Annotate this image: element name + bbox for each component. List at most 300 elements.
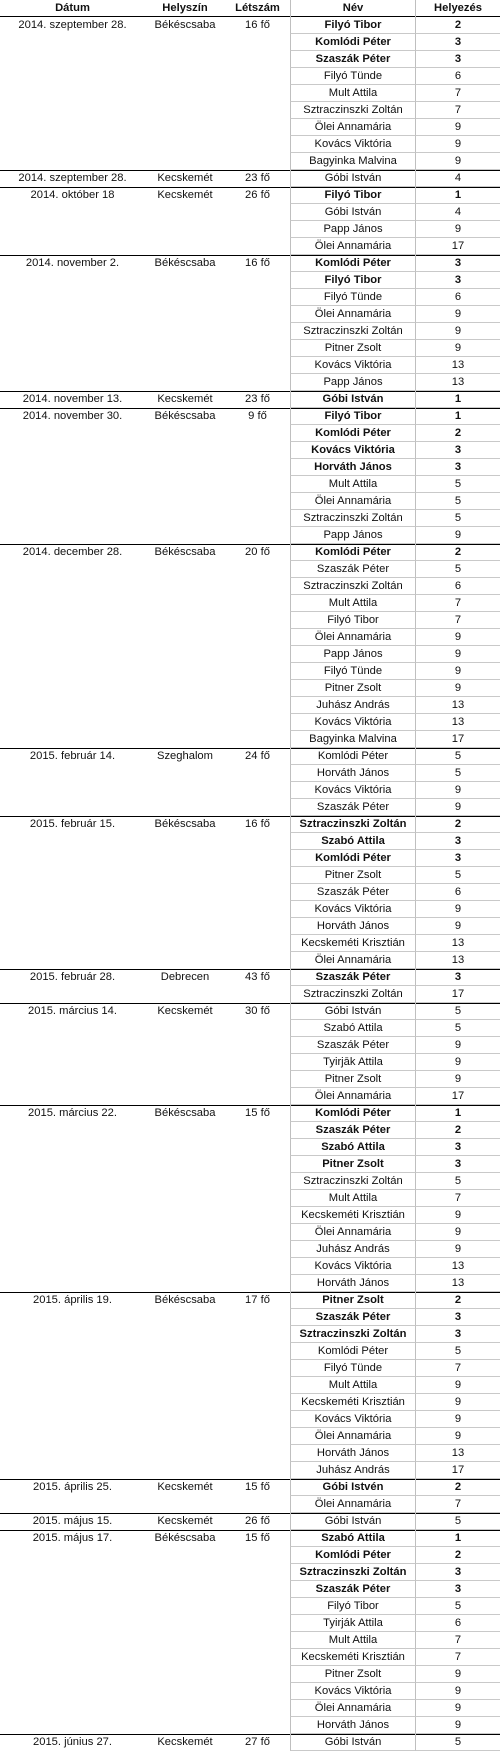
- participant-name: Filyó Tibor: [290, 1598, 415, 1615]
- table-row: [0, 306, 500, 323]
- event-date: 2015. február 15.: [29, 818, 116, 830]
- participant-rank: 6: [415, 884, 500, 901]
- event-date: 2015. április 25.: [33, 1481, 112, 1493]
- participant-name: Kovács Viktória: [290, 714, 415, 731]
- table-row: [0, 51, 500, 68]
- participant-name: Ölei Annamária: [290, 1088, 415, 1105]
- table-row: [0, 697, 500, 714]
- participant-rank: 13: [415, 697, 500, 714]
- participant-name: Komlódi Péter: [290, 1343, 415, 1360]
- table-row: [0, 833, 500, 850]
- event-date: 2015. március 14.: [28, 1005, 117, 1017]
- participant-rank: 1: [415, 1105, 500, 1122]
- table-row: [0, 425, 500, 442]
- event-count: 23 fő: [245, 172, 270, 184]
- table-row: [0, 1564, 500, 1581]
- table-row: [0, 1071, 500, 1088]
- participant-rank: 13: [415, 1445, 500, 1462]
- table-row: [0, 1224, 500, 1241]
- participant-name: Mult Attila: [290, 1377, 415, 1394]
- participant-rank: 9: [415, 1717, 500, 1734]
- table-row: [0, 1377, 500, 1394]
- participant-name: Góbi István: [290, 204, 415, 221]
- participant-rank: 3: [415, 51, 500, 68]
- participant-rank: 13: [415, 935, 500, 952]
- participant-name: Pitner Zsolt: [290, 1666, 415, 1683]
- participant-rank: 5: [415, 1173, 500, 1190]
- table-row: [0, 1156, 500, 1173]
- participant-name: Szaszák Péter: [290, 799, 415, 816]
- participant-rank: 9: [415, 527, 500, 544]
- participant-name: Szabó Attila: [290, 1530, 415, 1547]
- participant-name: Kovács Viktória: [290, 901, 415, 918]
- table-row: [0, 357, 500, 374]
- participant-name: Komlódi Péter: [290, 544, 415, 561]
- participant-rank: 1: [415, 187, 500, 204]
- participant-rank: 7: [415, 1190, 500, 1207]
- participant-name: Tyirják Attila: [290, 1615, 415, 1632]
- participant-name: Ölei Annamária: [290, 306, 415, 323]
- table-row: [0, 1581, 500, 1598]
- table-row: [0, 85, 500, 102]
- participant-name: Papp János: [290, 646, 415, 663]
- participant-name: Papp János: [290, 221, 415, 238]
- participant-name: Ölei Annamária: [290, 1496, 415, 1513]
- participant-name: Papp János: [290, 527, 415, 544]
- participant-name: Sztraczinszki Zoltán: [290, 816, 415, 833]
- participant-name: Filyó Tünde: [290, 663, 415, 680]
- participant-rank: 3: [415, 272, 500, 289]
- event-place: Kecskemét: [157, 1736, 213, 1748]
- table-row: [0, 782, 500, 799]
- table-row: [0, 119, 500, 136]
- participant-name: Sztraczinszki Zoltán: [290, 1564, 415, 1581]
- event-date: 2014. október 18: [30, 189, 115, 201]
- participant-name: Pitner Zsolt: [290, 1292, 415, 1309]
- participant-name: Szaszák Péter: [290, 561, 415, 578]
- table-row: [0, 680, 500, 697]
- participant-name: Juhász András: [290, 1241, 415, 1258]
- participant-name: Filyó Tibor: [290, 187, 415, 204]
- participant-name: Kecskeméti Krisztián: [290, 1207, 415, 1224]
- table-row: [0, 1598, 500, 1615]
- participant-rank: 5: [415, 493, 500, 510]
- participant-rank: 13: [415, 952, 500, 969]
- participant-name: Komlódi Péter: [290, 425, 415, 442]
- participant-name: Ölei Annamária: [290, 1700, 415, 1717]
- participant-rank: 7: [415, 1649, 500, 1666]
- table-row: [0, 918, 500, 935]
- participant-name: Tyirjāk Attila: [290, 1054, 415, 1071]
- participant-rank: 2: [415, 816, 500, 833]
- table-row: [0, 1343, 500, 1360]
- participant-rank: 9: [415, 680, 500, 697]
- participant-name: Góbi István: [290, 170, 415, 187]
- table-row: [0, 1428, 500, 1445]
- table-row: [0, 1122, 500, 1139]
- participant-name: Horváth János: [290, 918, 415, 935]
- event-count: 15 fő: [245, 1532, 270, 1544]
- participant-rank: 5: [415, 561, 500, 578]
- participant-name: Komlódi Péter: [290, 748, 415, 765]
- participant-rank: 9: [415, 1666, 500, 1683]
- event-date: 2015. június 27.: [33, 1736, 112, 1748]
- table-row: [0, 374, 500, 391]
- event-place: Békéscsaba: [154, 19, 216, 31]
- table-row: [0, 1003, 500, 1020]
- participant-rank: 13: [415, 1258, 500, 1275]
- event-date: 2014. december 28.: [22, 546, 123, 558]
- participant-rank: 9: [415, 663, 500, 680]
- event-place: Békéscsaba: [154, 257, 216, 269]
- table-row: [0, 1632, 500, 1649]
- participant-name: Sztraczinszki Zoltán: [290, 510, 415, 527]
- participant-rank: 9: [415, 1700, 500, 1717]
- table-row: [0, 1530, 500, 1547]
- participant-name: Szaszák Péter: [290, 1309, 415, 1326]
- event-date: 2015. február 28.: [29, 971, 116, 983]
- participant-name: Góbi Istvén: [290, 1479, 415, 1496]
- participant-rank: 9: [415, 1054, 500, 1071]
- table-row: [0, 1139, 500, 1156]
- table-row: [0, 1258, 500, 1275]
- event-place: Kecskemét: [157, 1515, 213, 1527]
- event-place: Kecskemét: [157, 189, 213, 201]
- header-place: Helyszín: [162, 2, 208, 14]
- participant-name: Szabó Attila: [290, 1139, 415, 1156]
- participant-name: Pitner Zsolt: [290, 680, 415, 697]
- participant-name: Filyó Tünde: [290, 68, 415, 85]
- participant-rank: 9: [415, 1241, 500, 1258]
- participant-rank: 6: [415, 289, 500, 306]
- participant-rank: 7: [415, 102, 500, 119]
- event-date: 2014. november 30.: [22, 410, 123, 422]
- event-count: 24 fő: [245, 750, 270, 762]
- participant-name: Mult Attila: [290, 85, 415, 102]
- event-place: Békéscsaba: [154, 1294, 216, 1306]
- table-row: [0, 1088, 500, 1105]
- table-row: [0, 510, 500, 527]
- participant-name: Szaszák Péter: [290, 1037, 415, 1054]
- participant-rank: 2: [415, 17, 500, 34]
- table-row: [0, 527, 500, 544]
- participant-name: Horváth János: [290, 765, 415, 782]
- event-count: 17 fő: [245, 1294, 270, 1306]
- table-row: [0, 901, 500, 918]
- table-row: [0, 136, 500, 153]
- table-row: [0, 1445, 500, 1462]
- header-name: Név: [290, 0, 415, 17]
- participant-name: Ölei Annamária: [290, 629, 415, 646]
- participant-rank: 9: [415, 119, 500, 136]
- participant-name: Papp János: [290, 374, 415, 391]
- table-row: [0, 1462, 500, 1479]
- participant-name: Szaszák Péter: [290, 1122, 415, 1139]
- participant-name: Ölei Annamária: [290, 493, 415, 510]
- participant-rank: 17: [415, 731, 500, 748]
- event-date: 2015. április 19.: [33, 1294, 112, 1306]
- participant-rank: 9: [415, 901, 500, 918]
- event-place: Debrecen: [160, 971, 210, 983]
- table-row: [0, 1241, 500, 1258]
- table-row: [0, 442, 500, 459]
- participant-rank: 9: [415, 306, 500, 323]
- participant-rank: 9: [415, 153, 500, 170]
- participant-rank: 1: [415, 408, 500, 425]
- table-row: [0, 204, 500, 221]
- table-row: [0, 1309, 500, 1326]
- participant-name: Pitner Zsolt: [290, 1071, 415, 1088]
- participant-rank: 9: [415, 918, 500, 935]
- table-row: [0, 1105, 500, 1122]
- table-row: [0, 646, 500, 663]
- event-count: 23 fő: [245, 393, 270, 405]
- participant-name: Sztraczinszki Zoltán: [290, 986, 415, 1003]
- participant-rank: 5: [415, 1003, 500, 1020]
- table-row: [0, 238, 500, 255]
- table-row: [0, 323, 500, 340]
- table-row: [0, 1700, 500, 1717]
- participant-rank: 3: [415, 1139, 500, 1156]
- participant-name: Filyó Tünde: [290, 1360, 415, 1377]
- event-date: 2015. május 15.: [32, 1515, 113, 1527]
- participant-rank: 9: [415, 340, 500, 357]
- participant-rank: 9: [415, 1411, 500, 1428]
- table-row: [0, 1275, 500, 1292]
- participant-name: Kovács Viktória: [290, 442, 415, 459]
- table-row: [0, 1360, 500, 1377]
- table-row: [0, 544, 500, 561]
- participant-name: Bagyinka Malvina: [290, 153, 415, 170]
- participant-name: Kecskeméti Krisztián: [290, 935, 415, 952]
- participant-name: Ölei Annamária: [290, 238, 415, 255]
- table-row: [0, 1054, 500, 1071]
- participant-rank: 2: [415, 1479, 500, 1496]
- event-count: 43 fő: [245, 971, 270, 983]
- event-count: 16 fő: [245, 818, 270, 830]
- event-count: 27 fő: [245, 1736, 270, 1748]
- participant-name: Szaszák Péter: [290, 884, 415, 901]
- participant-rank: 5: [415, 748, 500, 765]
- participant-name: Szabó Attila: [290, 833, 415, 850]
- participant-rank: 9: [415, 646, 500, 663]
- participant-rank: 9: [415, 136, 500, 153]
- event-place: Békéscsaba: [154, 1107, 216, 1119]
- participant-rank: 9: [415, 1071, 500, 1088]
- event-place: Békéscsaba: [154, 410, 216, 422]
- participant-name: Komlódi Péter: [290, 1105, 415, 1122]
- table-row: [0, 986, 500, 1003]
- participant-rank: 7: [415, 1632, 500, 1649]
- participant-rank: 1: [415, 391, 500, 408]
- event-count: 26 fő: [245, 1515, 270, 1527]
- participant-rank: 13: [415, 1275, 500, 1292]
- participant-rank: 2: [415, 1292, 500, 1309]
- table-row: [0, 493, 500, 510]
- table-row: [0, 1683, 500, 1700]
- participant-name: Juhász András: [290, 1462, 415, 1479]
- table-row: [0, 731, 500, 748]
- participant-name: Komlódi Péter: [290, 850, 415, 867]
- participant-rank: 9: [415, 799, 500, 816]
- participant-rank: 9: [415, 1207, 500, 1224]
- participant-rank: 9: [415, 1224, 500, 1241]
- table-row: [0, 1547, 500, 1564]
- participant-name: Sztraczinszki Zoltán: [290, 578, 415, 595]
- participant-rank: 6: [415, 1615, 500, 1632]
- table-row: [0, 34, 500, 51]
- event-date: 2015. március 22.: [28, 1107, 117, 1119]
- participant-rank: 2: [415, 544, 500, 561]
- table-row: [0, 612, 500, 629]
- participant-name: Mult Attila: [290, 595, 415, 612]
- table-row: [0, 340, 500, 357]
- participant-name: Kecskeméti Krisztián: [290, 1649, 415, 1666]
- participant-rank: 9: [415, 629, 500, 646]
- event-count: 26 fő: [245, 189, 270, 201]
- table-row: [0, 1666, 500, 1683]
- participant-name: Mult Attila: [290, 1190, 415, 1207]
- table-row: [0, 1734, 500, 1751]
- table-row: [0, 765, 500, 782]
- table-row: [0, 1292, 500, 1309]
- table-row: [0, 289, 500, 306]
- event-place: Békéscsaba: [154, 818, 216, 830]
- participant-rank: 5: [415, 1343, 500, 1360]
- table-row: [0, 170, 500, 187]
- table-row: [0, 714, 500, 731]
- participant-name: Kecskeméti Krisztián: [290, 1394, 415, 1411]
- event-count: 16 fő: [245, 19, 270, 31]
- table-row: [0, 476, 500, 493]
- table-row: [0, 561, 500, 578]
- header-rank: Helyezés: [415, 0, 500, 17]
- participant-name: Horváth János: [290, 459, 415, 476]
- table-row: [0, 1649, 500, 1666]
- table-row: [0, 816, 500, 833]
- participant-name: Ölei Annamária: [290, 1224, 415, 1241]
- participant-rank: 13: [415, 714, 500, 731]
- participant-name: Komlódi Péter: [290, 255, 415, 272]
- participant-name: Horváth János: [290, 1445, 415, 1462]
- participant-name: Horváth János: [290, 1717, 415, 1734]
- table-row: [0, 1615, 500, 1632]
- participant-name: Góbi István: [290, 1513, 415, 1530]
- participant-name: Kovács Viktória: [290, 1683, 415, 1700]
- table-row: [0, 272, 500, 289]
- participant-rank: 7: [415, 612, 500, 629]
- participant-name: Juhász András: [290, 697, 415, 714]
- table-row: [0, 102, 500, 119]
- participant-rank: 3: [415, 442, 500, 459]
- participant-rank: 3: [415, 1564, 500, 1581]
- table-row: [0, 578, 500, 595]
- table-row: [0, 153, 500, 170]
- participant-name: Kovács Viktória: [290, 1411, 415, 1428]
- participant-name: Komlódi Péter: [290, 34, 415, 51]
- table-row: [0, 255, 500, 272]
- participant-rank: 17: [415, 1088, 500, 1105]
- participant-rank: 3: [415, 969, 500, 986]
- participant-rank: 5: [415, 765, 500, 782]
- event-place: Békéscsaba: [154, 1532, 216, 1544]
- table-row: [0, 935, 500, 952]
- participant-rank: 13: [415, 357, 500, 374]
- event-count: 15 fő: [245, 1107, 270, 1119]
- participant-rank: 7: [415, 595, 500, 612]
- header-date: Dátum: [55, 2, 90, 14]
- table-row: [0, 1479, 500, 1496]
- participant-rank: 3: [415, 1581, 500, 1598]
- participant-name: Szaszák Péter: [290, 51, 415, 68]
- event-place: Kecskemét: [157, 1005, 213, 1017]
- participant-name: Kovács Viktória: [290, 357, 415, 374]
- table-row: [0, 17, 500, 34]
- participant-rank: 17: [415, 986, 500, 1003]
- participant-name: Szaszák Péter: [290, 1581, 415, 1598]
- event-count: 15 fő: [245, 1481, 270, 1493]
- participant-name: Mult Attila: [290, 476, 415, 493]
- table-header: [0, 0, 500, 17]
- event-place: Kecskemét: [157, 172, 213, 184]
- participant-rank: 5: [415, 867, 500, 884]
- table-row: [0, 1717, 500, 1734]
- participant-name: Filyó Tibor: [290, 612, 415, 629]
- event-date: 2014. szeptember 28.: [18, 19, 127, 31]
- table-row: [0, 221, 500, 238]
- table-row: [0, 408, 500, 425]
- participant-name: Szaszák Péter: [290, 969, 415, 986]
- table-row: [0, 799, 500, 816]
- table-row: [0, 629, 500, 646]
- event-date: 2014. november 13.: [22, 393, 123, 405]
- participant-rank: 3: [415, 850, 500, 867]
- table-row: [0, 952, 500, 969]
- table-row: [0, 1020, 500, 1037]
- participant-name: Pitner Zsolt: [290, 340, 415, 357]
- participant-rank: 13: [415, 374, 500, 391]
- participant-rank: 3: [415, 459, 500, 476]
- participant-name: Kovács Viktória: [290, 1258, 415, 1275]
- participant-rank: 9: [415, 1428, 500, 1445]
- event-date: 2014. szeptember 28.: [18, 172, 127, 184]
- participant-rank: 3: [415, 255, 500, 272]
- event-count: 16 fő: [245, 257, 270, 269]
- participant-rank: 3: [415, 1326, 500, 1343]
- table-row: [0, 459, 500, 476]
- event-place: Kecskemét: [157, 1481, 213, 1493]
- participant-name: Góbi István: [290, 1003, 415, 1020]
- table-row: [0, 595, 500, 612]
- event-count: 30 fő: [245, 1005, 270, 1017]
- table-row: [0, 969, 500, 986]
- participant-rank: 7: [415, 1496, 500, 1513]
- participant-rank: 9: [415, 323, 500, 340]
- participant-rank: 17: [415, 238, 500, 255]
- participant-name: Kovács Viktória: [290, 782, 415, 799]
- participant-rank: 5: [415, 1598, 500, 1615]
- event-place: Szeghalom: [157, 750, 213, 762]
- table-row: [0, 1173, 500, 1190]
- participant-rank: 2: [415, 1547, 500, 1564]
- participant-rank: 9: [415, 1377, 500, 1394]
- table-row: [0, 850, 500, 867]
- participant-rank: 9: [415, 1394, 500, 1411]
- participant-rank: 1: [415, 1530, 500, 1547]
- participant-name: Komlódi Péter: [290, 1547, 415, 1564]
- participant-rank: 7: [415, 85, 500, 102]
- participant-rank: 7: [415, 1360, 500, 1377]
